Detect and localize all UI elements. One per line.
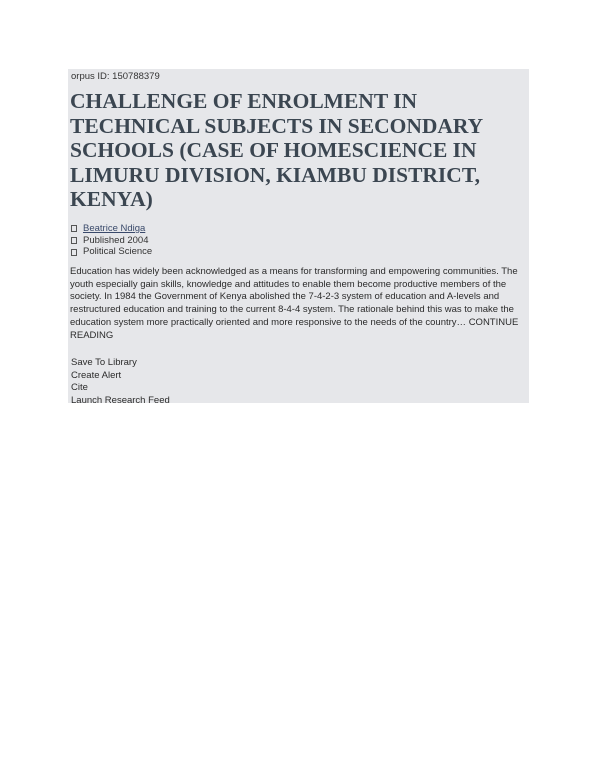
calendar-icon — [71, 237, 77, 244]
cite-button[interactable]: Cite — [71, 382, 88, 393]
meta-author — [71, 223, 152, 235]
person-icon — [71, 225, 77, 232]
author-link[interactable]: Beatrice Ndiga — [83, 223, 146, 234]
create-alert-button[interactable]: Create Alert — [71, 369, 122, 381]
launch-research-feed-button[interactable]: Launch Research Feed — [71, 394, 170, 406]
abstract — [70, 266, 528, 342]
corpus-id: orpus ID: 150788379 — [71, 71, 160, 82]
paper-title: CHALLENGE OF ENROLMENT IN TECHNICAL SUBJECTS IN SECONDARY SCHOOLS (CASE OF HOMESCIENCE IN LIMURU DIVISION, KIAMBU DISTRICT, KENYA) — [70, 89, 483, 211]
continue-reading-link[interactable]: CONTINUE READING — [70, 316, 519, 341]
field-icon — [71, 249, 77, 256]
abstract-text: Education has widely been acknowledged as a means for transforming and empowering communities. The youth especially gain skills, knowledge and attitudes to enable them become productive members of the society. In 1984 the Government of Kenya abolished the 7-4-2-3 system of education and A-levels and restructured education and training to the current 8-4-4 system. The rationale behind this was to make the education system more practically oriented and more responsive to the needs of the country… — [70, 266, 518, 328]
published-date: Published 2004 — [83, 234, 149, 246]
meta-published — [71, 235, 152, 247]
meta-field — [71, 246, 152, 258]
paper-meta-list — [71, 223, 152, 258]
paper-actions — [71, 357, 170, 407]
field-of-study: Political Science — [83, 246, 153, 258]
save-to-library-button[interactable]: Save To Library — [71, 357, 137, 368]
